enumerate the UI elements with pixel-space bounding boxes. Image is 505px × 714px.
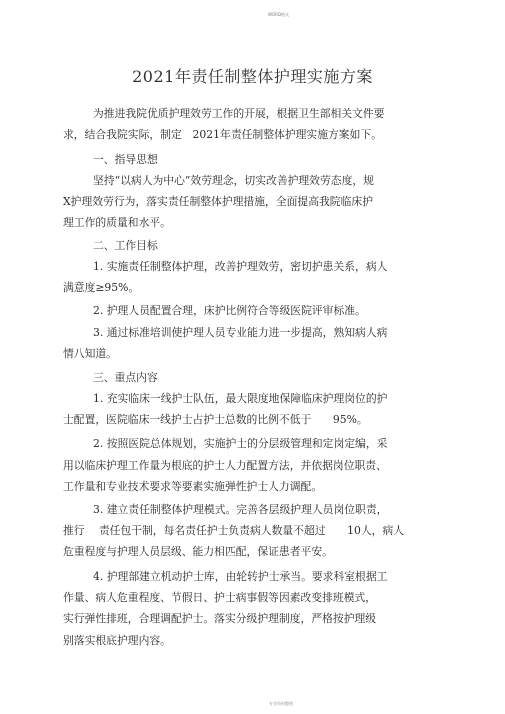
footer-note: 专业资料整理 — [269, 701, 293, 706]
body-line: 工作量和专业技术要求等要素实施弹性护士人力调配。 — [63, 480, 323, 493]
body-line: 用以临床护理工作量为根底的护士人力配置方法，并依据岗位职责、 — [63, 459, 387, 472]
body-line: 3. 建立责任制整体护理模式。完善各层级护理人员岗位职责， — [93, 503, 388, 516]
body-line: 坚持“以病人为中心”效劳理念，切实改善护理效劳态度，规 — [93, 174, 374, 187]
body-line: 推行 责任包干制，每名责任护士负责病人数量不超过 10人，病人 — [63, 524, 405, 537]
body-line: 满意度≥95%。 — [63, 281, 140, 294]
body-line: 1. 充实临床一线护士队伍，最大限度地保障临床护理岗位的护 — [93, 392, 388, 405]
body-line: 作量、病人危重程度、节假日、护士病事假等因素改变排班模式， — [63, 591, 377, 604]
body-line: 2. 按照医院总体规划，实施护士的分层级管理和定岗定编，采 — [93, 437, 388, 450]
body-line: 求，结合我院实际，制定 2021年责任制整体护理实施方案如下。 — [63, 128, 382, 141]
body-line: 1. 实施责任制整体护理，改善护理效劳，密切护患关系，病人 — [93, 260, 388, 273]
body-line: 2. 护理人员配置合理，床护比例符合等级医院评审标准。 — [93, 304, 366, 317]
body-line: 别落实根底护理内容。 — [63, 634, 171, 647]
body-line: 一、指导思想 — [93, 153, 158, 166]
header-watermark: WORD格式 — [268, 12, 289, 17]
body-line: X护理效劳行为，落实责任制整体护理措施，全面提高我院临床护 — [63, 195, 373, 208]
body-line: 为推进我院优质护理效劳工作的开展，根据卫生部相关文件要 — [93, 107, 385, 120]
body-line: 士配置，医院临床一线护士占护士总数的比例不低于 95%。 — [63, 413, 368, 426]
body-line: 理工作的质量和水平。 — [63, 216, 171, 229]
document-title: 2021年责任制整体护理实施方案 — [132, 67, 373, 86]
body-line: 实行弹性排班，合理调配护士。落实分级护理制度，严格按护理级 — [63, 612, 377, 625]
body-line: 情八知道。 — [63, 347, 117, 360]
body-line: 4. 护理部建立机动护士库，由轮转护士承当。要求科室根据工 — [93, 570, 388, 583]
body-line: 三、重点内容 — [93, 371, 158, 384]
body-line: 3. 通过标准培训使护理人员专业能力进一步提高，熟知病人病 — [93, 326, 388, 339]
body-line: 二、工作目标 — [93, 239, 158, 252]
body-line: 危重程度与护理人员层级、能力相匹配，保证患者平安。 — [63, 545, 333, 558]
